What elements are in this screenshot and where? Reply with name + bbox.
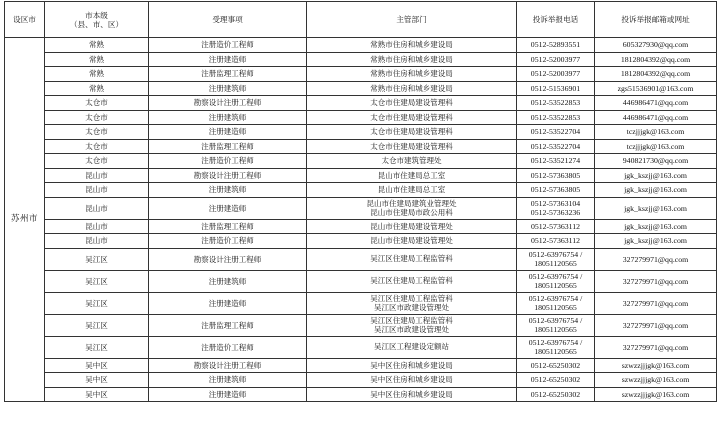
phone-cell-line: 0512-52003977 xyxy=(530,54,581,64)
phone-cell-line: 0512-51536901 xyxy=(530,83,581,93)
matter-cell: 注册建筑师 xyxy=(149,81,307,96)
email-cell: 446986471@qq.com xyxy=(595,96,717,111)
table-row xyxy=(5,219,717,234)
table-row xyxy=(5,336,717,358)
department-cell-line: 常熟市住房和城乡建设局 xyxy=(370,54,453,64)
table-row xyxy=(5,314,717,336)
phone-cell xyxy=(517,358,595,373)
department-cell-line: 太仓市住建局建设管理科 xyxy=(370,127,453,137)
phone-cell xyxy=(517,292,595,314)
department-cell xyxy=(307,336,517,358)
department-cell xyxy=(307,154,517,169)
city-cell: 昆山市 xyxy=(45,219,149,234)
department-cell-line: 太仓市住建局建设管理科 xyxy=(370,98,453,108)
email-cell: szwzzjjjgk@163.com xyxy=(595,373,717,388)
email-cell: 327279971@qq.com xyxy=(595,248,717,270)
phone-cell-line: 0512-53522853 xyxy=(530,98,581,108)
table-row xyxy=(5,197,717,219)
city-cell: 吴江区 xyxy=(45,270,149,292)
table-row xyxy=(5,81,717,96)
department-cell xyxy=(307,387,517,402)
city-cell: 常熟 xyxy=(45,81,149,96)
phone-cell xyxy=(517,373,595,388)
phone-cell xyxy=(517,248,595,270)
phone-cell xyxy=(517,38,595,53)
phone-cell-line: 0512-65250302 xyxy=(530,389,581,399)
city-cell: 吴江区 xyxy=(45,292,149,314)
matter-cell: 注册建造师 xyxy=(149,125,307,140)
email-cell: jgk_kszjj@163.com xyxy=(595,183,717,198)
matter-cell: 注册建筑师 xyxy=(149,110,307,125)
department-cell-line: 常熟市住房和城乡建设局 xyxy=(370,40,453,50)
department-cell-line: 昆山市住建局建设管理处 xyxy=(370,236,453,246)
header-department: 主管部门 xyxy=(307,2,517,38)
region-cell: 苏州市 xyxy=(5,38,45,402)
city-cell: 吴中区 xyxy=(45,373,149,388)
header-matter: 受理事项 xyxy=(149,2,307,38)
department-cell-line: 昆山市住建局建设管理处 xyxy=(370,221,453,231)
phone-cell-line: 0512-63976754 / xyxy=(528,271,583,281)
header-row xyxy=(5,2,717,38)
matter-cell: 注册建筑师 xyxy=(149,373,307,388)
phone-cell xyxy=(517,336,595,358)
city-cell: 常熟 xyxy=(45,38,149,53)
phone-cell-line: 0512-63976754 / xyxy=(528,293,583,303)
phone-cell-line: 0512-63976754 / xyxy=(528,249,583,259)
city-cell: 吴中区 xyxy=(45,387,149,402)
header-city-line2: （县、市、区） xyxy=(69,19,124,29)
phone-cell-line: 18051120565 xyxy=(534,325,577,334)
phone-cell xyxy=(517,96,595,111)
department-cell xyxy=(307,110,517,125)
city-cell: 昆山市 xyxy=(45,234,149,249)
department-cell xyxy=(307,183,517,198)
email-cell: 327279971@qq.com xyxy=(595,270,717,292)
email-cell: jgk_kszjj@163.com xyxy=(595,197,717,219)
matter-cell: 注册建筑师 xyxy=(149,183,307,198)
department-cell-line: 昆山市住建局建筑业管理处 xyxy=(366,198,457,208)
phone-cell xyxy=(517,110,595,125)
email-cell: tczjjjgk@163.com xyxy=(595,125,717,140)
matter-cell: 注册监理工程师 xyxy=(149,219,307,234)
phone-cell-line: 18051120565 xyxy=(534,281,577,290)
email-cell: szwzzjjjgk@163.com xyxy=(595,387,717,402)
table-row xyxy=(5,387,717,402)
email-cell: jgk_kszjj@163.com xyxy=(595,234,717,249)
phone-cell xyxy=(517,219,595,234)
matter-cell: 注册建造师 xyxy=(149,52,307,67)
matter-cell: 注册造价工程师 xyxy=(149,38,307,53)
department-cell-line: 吴江区市政建设管理处 xyxy=(374,325,449,334)
phone-cell-line: 0512-63976754 / xyxy=(528,315,583,325)
city-cell: 太仓市 xyxy=(45,154,149,169)
email-cell: 327279971@qq.com xyxy=(595,292,717,314)
matter-cell: 注册监理工程师 xyxy=(149,139,307,154)
phone-cell xyxy=(517,139,595,154)
department-cell-line: 常熟市住房和城乡建设局 xyxy=(370,69,453,79)
table-row xyxy=(5,358,717,373)
department-cell-line: 吴江区住建局工程监管科 xyxy=(370,276,453,286)
phone-cell-line: 0512-53522704 xyxy=(530,141,581,151)
department-cell xyxy=(307,67,517,82)
table-row xyxy=(5,154,717,169)
phone-cell-line: 18051120565 xyxy=(534,259,577,268)
table-row xyxy=(5,234,717,249)
email-cell: tczjjjgk@163.com xyxy=(595,139,717,154)
table-row xyxy=(5,38,717,53)
city-cell: 吴中区 xyxy=(45,358,149,373)
table-row xyxy=(5,373,717,388)
table-row xyxy=(5,139,717,154)
matter-cell: 勘察设计注册工程师 xyxy=(149,96,307,111)
department-cell xyxy=(307,248,517,270)
city-cell: 太仓市 xyxy=(45,125,149,140)
table-body xyxy=(5,38,717,402)
email-cell: 327279971@qq.com xyxy=(595,314,717,336)
phone-cell-line: 0512-53521274 xyxy=(530,156,581,166)
header-phone: 投诉举报电话 xyxy=(517,2,595,38)
email-cell: 605327930@qq.com xyxy=(595,38,717,53)
phone-cell xyxy=(517,154,595,169)
city-cell: 昆山市 xyxy=(45,197,149,219)
complaint-contact-table xyxy=(4,1,717,402)
department-cell-line: 吴中区住房和城乡建设局 xyxy=(370,389,453,399)
phone-cell-line: 0512-52003977 xyxy=(530,69,581,79)
matter-cell: 注册监理工程师 xyxy=(149,67,307,82)
email-cell: 446986471@qq.com xyxy=(595,110,717,125)
phone-cell xyxy=(517,183,595,198)
department-cell xyxy=(307,373,517,388)
department-cell-line: 太仓市住建局建设管理科 xyxy=(370,141,453,151)
header-email: 投诉举报邮箱或网址 xyxy=(595,2,717,38)
phone-cell xyxy=(517,67,595,82)
matter-cell: 注册造价工程师 xyxy=(149,234,307,249)
matter-cell: 注册建造师 xyxy=(149,197,307,219)
department-cell xyxy=(307,81,517,96)
department-cell xyxy=(307,168,517,183)
phone-cell-line: 0512-65250302 xyxy=(530,360,581,370)
city-cell: 太仓市 xyxy=(45,110,149,125)
department-cell-line: 太仓市住建局建设管理科 xyxy=(370,112,453,122)
email-cell: jgk_kszjj@163.com xyxy=(595,219,717,234)
department-cell-line: 昆山市住建局市政公用科 xyxy=(370,208,453,217)
phone-cell xyxy=(517,197,595,219)
phone-cell-line: 0512-57363104 xyxy=(530,198,581,208)
department-cell xyxy=(307,52,517,67)
department-cell xyxy=(307,139,517,154)
department-cell-line: 吴江区住建局工程监管科 xyxy=(370,293,453,303)
email-cell: 1812804392@qq.com xyxy=(595,52,717,67)
table-row xyxy=(5,270,717,292)
city-cell: 吴江区 xyxy=(45,314,149,336)
department-cell xyxy=(307,197,517,219)
department-cell-line: 吴中区住房和城乡建设局 xyxy=(370,375,453,385)
department-cell xyxy=(307,38,517,53)
phone-cell-line: 0512-65250302 xyxy=(530,375,581,385)
department-cell-line: 吴中区住房和城乡建设局 xyxy=(370,360,453,370)
phone-cell xyxy=(517,81,595,96)
city-cell: 昆山市 xyxy=(45,168,149,183)
email-cell: 1812804392@qq.com xyxy=(595,67,717,82)
city-cell: 太仓市 xyxy=(45,139,149,154)
phone-cell-line: 0512-57363805 xyxy=(530,185,581,195)
city-cell: 吴江区 xyxy=(45,248,149,270)
phone-cell-line: 18051120565 xyxy=(534,347,577,356)
header-city xyxy=(45,2,149,38)
department-cell xyxy=(307,270,517,292)
table-row xyxy=(5,292,717,314)
phone-cell-line: 0512-53522853 xyxy=(530,112,581,122)
department-cell-line: 昆山市住建局总工室 xyxy=(377,185,446,195)
table-row xyxy=(5,125,717,140)
header-region: 设区市 xyxy=(5,2,45,38)
header-city-line1: 市本级 xyxy=(85,10,108,20)
matter-cell: 勘察设计注册工程师 xyxy=(149,168,307,183)
department-cell-line: 吴江区住建局工程监管科 xyxy=(370,254,453,264)
department-cell-line: 吴江区市政建设管理处 xyxy=(374,303,449,312)
table-row xyxy=(5,67,717,82)
email-cell: 940821730@qq.com xyxy=(595,154,717,169)
city-cell: 昆山市 xyxy=(45,183,149,198)
city-cell: 常熟 xyxy=(45,52,149,67)
phone-cell-line: 18051120565 xyxy=(534,303,577,312)
matter-cell: 注册建造师 xyxy=(149,387,307,402)
matter-cell: 勘察设计注册工程师 xyxy=(149,358,307,373)
matter-cell: 注册造价工程师 xyxy=(149,154,307,169)
department-cell-line: 吴江区住建局工程监管科 xyxy=(370,315,453,325)
table-row xyxy=(5,248,717,270)
phone-cell xyxy=(517,270,595,292)
phone-cell xyxy=(517,52,595,67)
phone-cell xyxy=(517,234,595,249)
department-cell xyxy=(307,292,517,314)
table-row xyxy=(5,96,717,111)
matter-cell: 注册造价工程师 xyxy=(149,336,307,358)
phone-cell-line: 0512-63976754 / xyxy=(528,337,583,347)
phone-cell-line: 0512-57363805 xyxy=(530,170,581,180)
department-cell xyxy=(307,125,517,140)
phone-cell-line: 0512-52893551 xyxy=(530,40,581,50)
phone-cell-line: 0512-57363112 xyxy=(530,236,581,246)
department-cell xyxy=(307,314,517,336)
city-cell: 太仓市 xyxy=(45,96,149,111)
email-cell: szwzzjjjgk@163.com xyxy=(595,358,717,373)
table-row xyxy=(5,183,717,198)
table-row xyxy=(5,110,717,125)
phone-cell xyxy=(517,314,595,336)
city-cell: 吴江区 xyxy=(45,336,149,358)
department-cell xyxy=(307,219,517,234)
phone-cell xyxy=(517,387,595,402)
phone-cell-line: 0512-57363236 xyxy=(530,208,581,217)
email-cell: 327279971@qq.com xyxy=(595,336,717,358)
department-cell-line: 昆山市住建局总工室 xyxy=(377,170,446,180)
department-cell xyxy=(307,234,517,249)
matter-cell: 注册建造师 xyxy=(149,292,307,314)
department-cell-line: 常熟市住房和城乡建设局 xyxy=(370,83,453,93)
city-cell: 常熟 xyxy=(45,67,149,82)
phone-cell-line: 0512-53522704 xyxy=(530,127,581,137)
table-row xyxy=(5,168,717,183)
phone-cell-line: 0512-57363112 xyxy=(530,221,581,231)
phone-cell xyxy=(517,168,595,183)
phone-cell xyxy=(517,125,595,140)
email-cell: jgk_kszjj@163.com xyxy=(595,168,717,183)
department-cell-line: 太仓市建筑管理处 xyxy=(381,156,442,166)
matter-cell: 注册建筑师 xyxy=(149,270,307,292)
department-cell-line: 吴江区工程建设定额站 xyxy=(374,342,449,352)
department-cell xyxy=(307,358,517,373)
table-row xyxy=(5,52,717,67)
matter-cell: 勘察设计注册工程师 xyxy=(149,248,307,270)
department-cell xyxy=(307,96,517,111)
email-cell: zgs51536901@163.com xyxy=(595,81,717,96)
matter-cell: 注册监理工程师 xyxy=(149,314,307,336)
